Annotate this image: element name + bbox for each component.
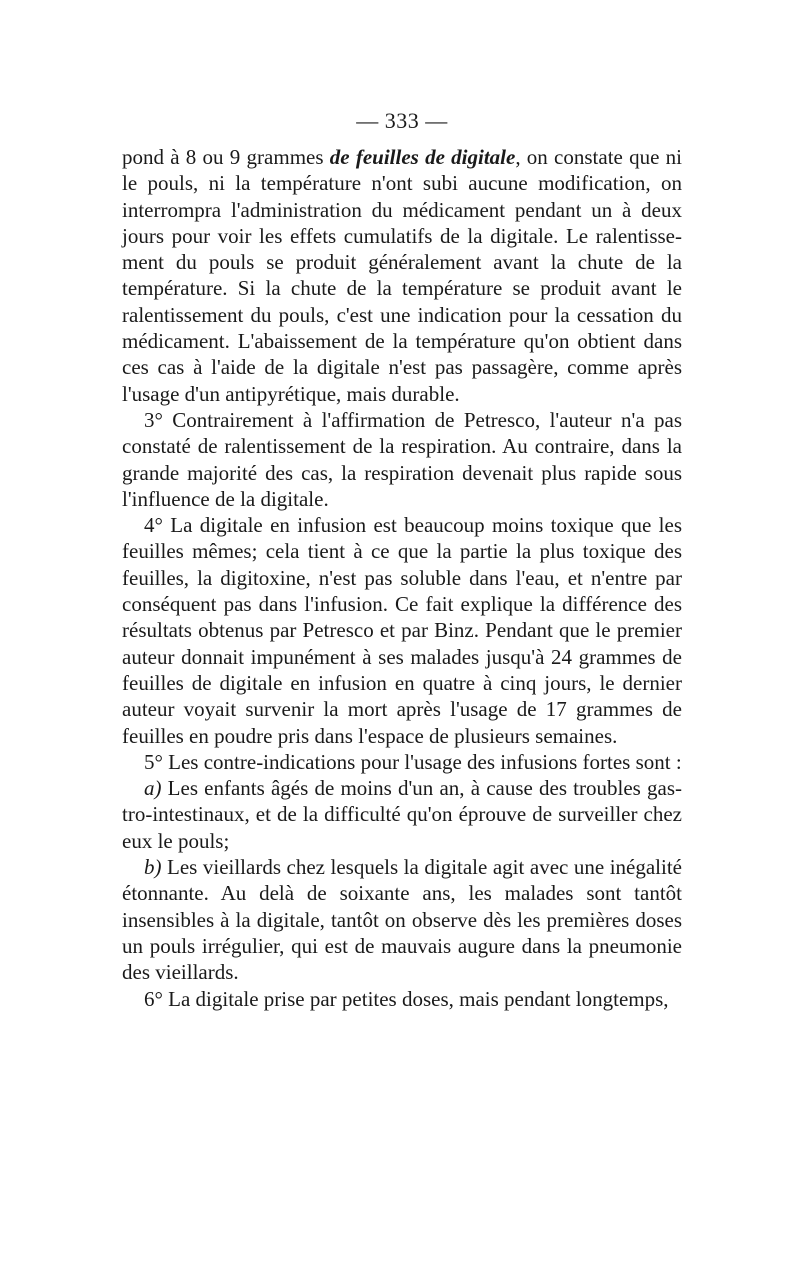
paragraph-point-5: 5° Les contre-indications pour l'usage des infusions fortes sont : (144, 749, 682, 774)
paragraph-text-before: pond à 8 ou 9 grammes (122, 145, 330, 169)
paragraph-text-after: , on constate que ni le pouls, ni la température n'ont subi aucune modification, on interrompra l'administration du médicament pendant un à deux jours pour voir les effets cumulatifs de la digitale. Le ralentissement du pouls se produit généralement avant la chute de la température. Si la chute de la température se produit avant le ralentissement du pouls, c'est une indication pour la cessation du médicament. L'abaissement de la température qu'on obtient dans ces cas à l'aide de la digitale n'est pas passagère, comme après l'usage d'un antipyrétique, mais durable. (122, 145, 683, 406)
paragraph-item-a (122, 775, 682, 854)
emphasized-phrase: de feuilles de digitale (329, 145, 516, 169)
paragraph-point-4: 4° La digitale en infusion est beaucoup moins toxique que les feuilles mêmes; cela tient à ce que la partie la plus toxique des feuilles, la digitoxine, n'est pas soluble dans l'eau, et n'entre par conséquent pas dans l'infusion. Ce fait explique la différence des résultats obtenus par Petresco et par Binz. Pendant que le premier auteur donnait impunément à ses malades jusqu'à 24 grammes de feuilles de digitale en infusion en quatre à cinq jours, le dernier auteur voyait survenir la mort après l'usage de 17 grammes de feuilles en poudre pris dans l'espace de plusieurs semaines. (122, 513, 682, 748)
paragraph-point-3: 3° Contrairement à l'affirmation de Petresco, l'auteur n'a pas constaté de ralentissement de la respiration. Au contraire, dans la grande majorité des cas, la respiration devenait plus rapide sous l'influence de la digitale. (122, 407, 682, 511)
paragraph-point-6: 6° La digitale prise par petites doses, mais pendant longtemps, (144, 986, 669, 1011)
paragraph-item-b (122, 854, 682, 985)
item-b-text: Les vieillards chez lesquels la digitale agit avec une inégalité étonnante. Au delà de soixante ans, les malades sont tantôt insensibles à la digitale, tantôt on observe dès les premières doses un pouls irrégulier, qui est de mauvais augure dans la pneumonie des vieillards. (122, 855, 682, 985)
page-body (122, 144, 682, 1012)
item-marker-b: b) (144, 855, 162, 880)
item-a-text: Les enfants âgés de moins d'un an, à cause des troubles gastro-intestinaux, et de la difficulté qu'on éprouve de surveiller chez eux le pouls; (122, 776, 682, 853)
paragraph-continuation (122, 144, 682, 407)
page-number: — 333 — (356, 108, 448, 133)
item-marker-a: a) (144, 776, 162, 801)
book-page (122, 108, 682, 1012)
